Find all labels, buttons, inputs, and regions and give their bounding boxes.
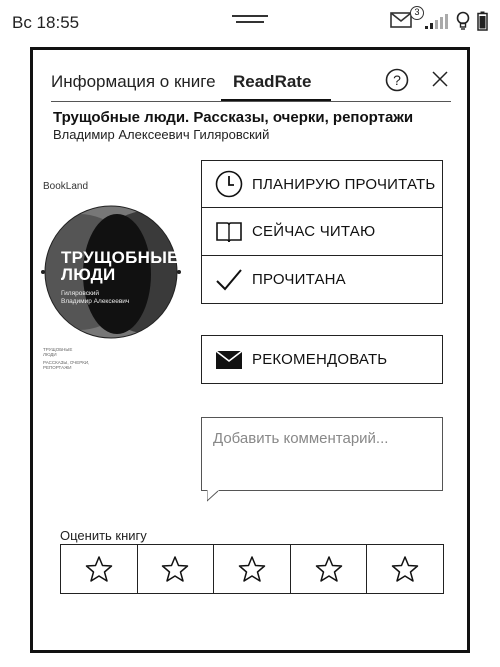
comment-placeholder: Добавить комментарий...: [213, 430, 389, 447]
battery-icon: [477, 11, 488, 31]
star-icon: [238, 555, 266, 583]
open-book-icon: [212, 217, 246, 247]
status-time: Вс 18:55: [12, 13, 80, 32]
recommend-label: РЕКОМЕНДОВАТЬ: [252, 351, 388, 368]
reading-now-button[interactable]: [201, 208, 443, 256]
speech-bubble-tail: [207, 490, 221, 502]
star-1-button[interactable]: [61, 545, 138, 593]
book-readrate-dialog: [30, 47, 470, 653]
plan-to-read-label: ПЛАНИРУЮ ПРОЧИТАТЬ: [252, 175, 436, 193]
star-3-button[interactable]: [214, 545, 291, 593]
finished-reading-label: ПРОЧИТАНА: [252, 271, 346, 288]
cover-title: ТРУЩОБНЫЕ ЛЮДИ: [61, 248, 179, 284]
status-icons: [390, 7, 488, 32]
recommend-button[interactable]: [201, 335, 443, 384]
comment-input[interactable]: [201, 417, 443, 491]
clock-icon: [212, 169, 246, 199]
star-icon: [85, 555, 113, 583]
tab-bar: [33, 50, 467, 102]
book-author: Владимир Алексеевич Гиляровский: [53, 127, 270, 142]
envelope-icon: [212, 345, 246, 375]
star-icon: [391, 555, 419, 583]
tab-book-info[interactable]: Информация о книге: [51, 72, 216, 91]
checkmark-icon: [212, 265, 246, 295]
star-icon: [161, 555, 189, 583]
star-rating: [60, 544, 444, 594]
book-title: Трущобные люди. Рассказы, очерки, репортажи: [53, 109, 414, 126]
finished-reading-button[interactable]: [201, 256, 443, 304]
lightbulb-icon: [456, 11, 470, 31]
reading-status-buttons: [201, 160, 443, 304]
notification-badge: 3: [410, 6, 424, 20]
reading-now-label: СЕЙЧАС ЧИТАЮ: [252, 223, 376, 240]
plan-to-read-button[interactable]: [201, 160, 443, 208]
close-icon[interactable]: [429, 68, 451, 90]
tab-divider: [51, 101, 451, 102]
book-cover: [41, 175, 191, 375]
star-5-button[interactable]: [367, 545, 443, 593]
cover-footnote: ТРУЩОБНЫЕ ЛЮДИ РАССКАЗЫ, ОЧЕРКИ, РЕПОРТАЖИ: [43, 347, 90, 370]
help-icon[interactable]: [385, 68, 409, 92]
star-4-button[interactable]: [291, 545, 368, 593]
cover-publisher-logo: BookLand: [43, 181, 89, 192]
menu-handle-icon[interactable]: [232, 15, 268, 25]
rating-label: Оценить книгу: [60, 528, 147, 543]
cover-author: Гиляровский Владимир Алексеевич: [61, 290, 130, 305]
star-2-button[interactable]: [138, 545, 215, 593]
mail-icon[interactable]: [390, 7, 420, 31]
svg-text:?: ?: [393, 72, 401, 88]
signal-icon: [423, 12, 449, 30]
status-bar: [0, 0, 500, 44]
star-icon: [315, 555, 343, 583]
tab-readrate[interactable]: ReadRate: [233, 72, 312, 91]
